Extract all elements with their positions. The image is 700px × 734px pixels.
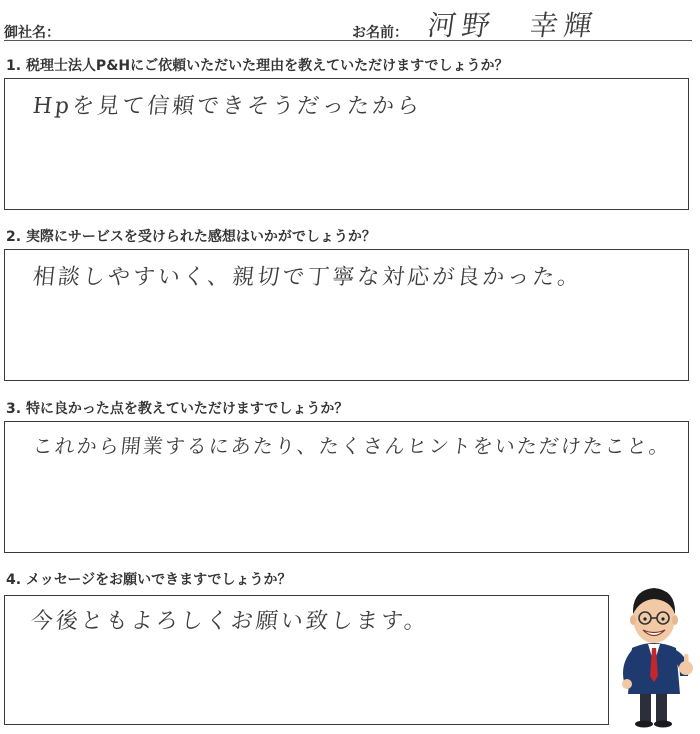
question-4 <box>6 569 292 589</box>
name-label: お名前： <box>352 25 408 41</box>
question-number: 4. <box>6 572 22 588</box>
answer-box-4 <box>4 595 609 725</box>
question-text: 税理士法人P&Hにご依頼いただいた理由を教えていただけますでしょうか？ <box>25 58 509 74</box>
mascot-illustration <box>612 578 696 728</box>
question-1 <box>6 55 509 75</box>
question-2 <box>6 226 376 246</box>
question-number: 3. <box>6 401 22 417</box>
question-number: 2. <box>6 229 22 245</box>
question-text: 特に良かった点を教えていただけますでしょうか？ <box>25 401 349 417</box>
name-value: 河野 幸輝 <box>425 9 601 42</box>
question-number: 1. <box>6 58 22 74</box>
question-text: 実際にサービスを受けられた感想はいかがでしょうか？ <box>25 229 376 245</box>
answer-text: これから開業するにあたり、たくさんヒントをいただけたこと。 <box>31 434 673 458</box>
answer-text: 相談しやすいく、親切で丁寧な対応が良かった。 <box>31 265 584 290</box>
answer-text: Hpを見て信頼できそうだったから <box>31 94 424 119</box>
answer-text: 今後ともよろしくお願い致します。 <box>29 609 431 634</box>
answer-box-1 <box>4 78 689 210</box>
question-3 <box>6 398 348 418</box>
answer-box-3 <box>4 421 689 553</box>
question-text: メッセージをお願いできますでしょうか？ <box>25 572 292 588</box>
answer-box-2 <box>4 249 689 381</box>
mascot-legs <box>640 690 651 722</box>
company-label: 御社名： <box>4 25 60 41</box>
